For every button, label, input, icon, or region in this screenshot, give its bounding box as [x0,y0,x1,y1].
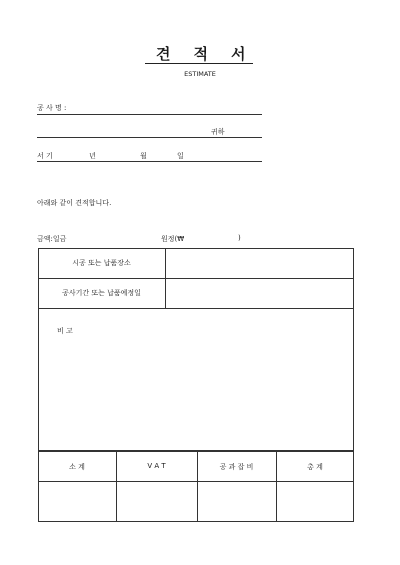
amount-won-label: 원정(₩ [161,235,185,243]
vat-field[interactable] [117,482,197,521]
document-subtitle: ESTIMATE [184,70,216,78]
location-field[interactable] [166,249,353,278]
location-label: 시공 또는 납품장소 [72,259,131,267]
total-field[interactable] [277,482,353,521]
subtotal-field[interactable] [39,482,116,521]
title-char-2: 적 [193,45,209,63]
subtotal-header: 소 계 [69,463,85,471]
date-day-label: 일 [177,152,184,160]
title-char-3: 서 [231,45,247,63]
details-row-divider-2 [38,308,354,309]
date-era-label: 서 기 [37,152,53,160]
document-title [145,43,253,64]
date-year-label: 년 [89,152,96,160]
misc-fees-field[interactable] [198,482,276,521]
remarks-field[interactable] [39,340,353,450]
amount-label: 금액:일금 [37,235,67,243]
total-header: 총 계 [307,463,323,471]
remarks-label: 비 고 [57,327,73,335]
amount-close: ) [238,234,241,242]
title-underline [145,63,253,64]
addressee-suffix: 귀하 [211,128,225,136]
intro-text: 아래와 같이 견적합니다. [37,199,112,207]
addressee-line[interactable] [37,137,262,138]
vat-header: V A T [147,462,166,470]
period-field[interactable] [166,279,353,308]
project-name-label: 공 사 명 : [37,104,67,112]
date-month-label: 월 [140,152,147,160]
period-label: 공사기간 또는 납품예정일 [62,289,141,297]
misc-fees-header: 공 과 잡 비 [219,463,254,471]
title-char-1: 견 [156,45,172,63]
date-line[interactable] [37,161,262,162]
project-name-line[interactable] [37,114,262,115]
